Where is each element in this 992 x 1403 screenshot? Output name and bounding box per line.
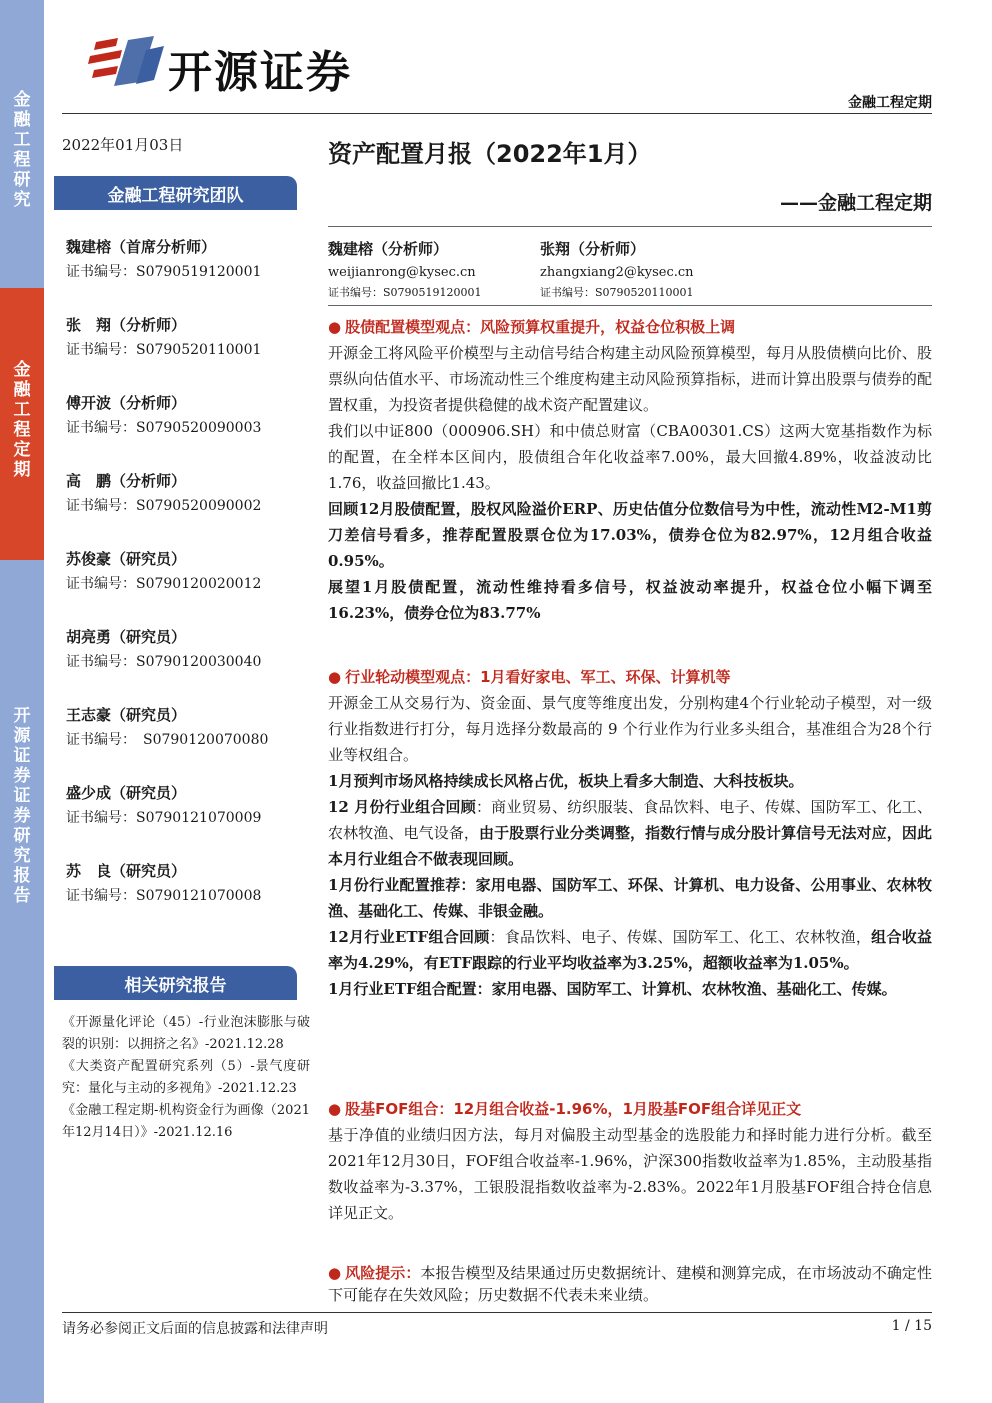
member-cert: 证书编号：S0790120020012 [66,576,262,592]
header-divider [62,113,932,114]
footer-disclaimer: 请务必参阅正文后面的信息披露和法律声明 [62,1321,328,1337]
member-name: 苏 良（研究员） [66,862,187,880]
page-number: 1 / 15 [891,1318,932,1334]
member-name: 高 鹏（分析师） [66,472,187,490]
team-member [66,314,306,392]
member-cert: 证书编号：S0790520090003 [66,420,262,436]
paragraph: 我们以中证800（000906.SH）和中债总财富（CBA00301.CS）这两大宽基指数作为标的配置，在全样本区间内，股债组合年化收益率7.00%，最大回撤4.89%，收益波动比1.76，收益回撤比1.43。 [328,422,932,492]
side-strip [0,0,44,1403]
author-block [328,238,482,302]
member-name: 王志豪（研究员） [66,706,187,724]
paragraph: 1月预判市场风格持续成长风格占优，板块上看多大制造、大科技板块。 [328,772,804,790]
authors-top-divider [328,226,932,227]
team-member [66,626,306,704]
paragraph: 开源金工从交易行为、资金面、景气度等维度出发，分别构建4个行业轮动子模型，对一级行业指数进行打分，每月选择分数最高的 9 个行业作为行业多头组合，基准组合为28个行业等权组合。 [328,694,932,764]
member-cert: 证书编号：S0790120030040 [66,654,262,670]
related-report-link[interactable]: 《金融工程定期-机构资金行为画像（2021年12月14日）》-2021.12.16 [62,1103,310,1140]
member-name: 魏建榕（首席分析师） [66,238,217,256]
paragraph: 基于净值的业绩归因方法，每月对偏股主动型基金的选股能力和择时能力进行分析。截至2021年12月30日，FOF组合收益率-1.96%，沪深300指数收益率为1.85%，主动股基指数收益率为-3.37%，工银股混指数收益率为-2.83%。2022年1月股基FOF组合持仓信息详见正文。 [328,1126,932,1222]
author-email[interactable]: weijianrong@kysec.cn [328,265,476,280]
related-report-link[interactable]: 《大类资产配置研究系列（5）-景气度研究：量化与主动的多视角》-2021.12.23 [62,1059,310,1096]
member-cert: 证书编号： S0790120070080 [66,732,269,748]
section-industry-rotation [328,664,932,1002]
related-reports-list [62,1012,310,1144]
paragraph: 12 月份行业组合回顾：商业贸易、纺织服装、食品饮料、电子、传媒、国防军工、化工、农林牧渔、电气设备，由于股票行业分类调整，指数行情与成分股计算信号无法对应，因此本月行业组合不做表现回顾。 [328,798,932,868]
section-fof-portfolio [328,1096,932,1226]
member-cert: 证书编号：S0790520090002 [66,498,262,514]
footer-divider [62,1312,932,1313]
paragraph: 1月行业ETF组合配置：家用电器、国防军工、计算机、农林牧渔、基础化工、传媒。 [328,980,897,998]
team-member [66,392,306,470]
bullet-icon: ● [328,1100,342,1118]
strip-segment-research: 金融工程研究 [0,0,44,288]
strip-segment-brand: 开源证券 证券研究报告 [0,560,44,1403]
team-member [66,548,306,626]
paragraph: 展望1月股债配置，流动性维持看多信号，权益波动率提升，权益仓位小幅下调至16.23%，债券仓位为83.77% [328,578,932,622]
author-name: 魏建榕（分析师） [328,240,449,258]
member-cert: 证书编号：S0790121070008 [66,888,262,904]
member-name: 张 翔（分析师） [66,316,187,334]
bullet-icon: ● [328,318,342,336]
team-member [66,470,306,548]
report-date: 2022年01月03日 [62,136,184,154]
team-member [66,704,306,782]
member-cert: 证书编号：S0790121070009 [66,810,262,826]
team-member [66,782,306,860]
member-name: 胡亮勇（研究员） [66,628,187,646]
member-name: 傅开波（分析师） [66,394,187,412]
team-member [66,236,306,314]
team-list [66,236,306,938]
member-cert: 证书编号：S0790519120001 [66,264,262,280]
author-block [540,238,694,302]
member-name: 盛少成（研究员） [66,784,187,802]
section-asset-allocation [328,314,932,626]
team-member [66,860,306,938]
author-name: 张翔（分析师） [540,240,646,258]
header-category: 金融工程定期 [848,95,932,111]
member-name: 苏俊豪（研究员） [66,550,187,568]
paragraph: 开源金工将风险平价模型与主动信号结合构建主动风险预算模型，每月从股债横向比价、股票纵向估值水平、市场流动性三个维度构建主动风险预算指标，进而计算出股票与债券的配置权重，为投资者提供稳健的战术资产配置建议。 [328,344,932,414]
related-reports-banner: 相关研究报告 [54,966,297,1000]
section-risk-warning [328,1262,932,1306]
report-subtitle: ——金融工程定期 [779,192,932,214]
strip-segment-periodic: 金融工程定期 [0,288,44,560]
team-banner: 金融工程研究团队 [54,176,297,210]
brand-name: 开源证券 [168,47,352,98]
section-heading: ● 股债配置模型观点：风险预算权重提升，权益仓位积极上调 [328,318,736,336]
report-title: 资产配置月报（2022年1月） [328,140,652,168]
author-cert: 证书编号：S0790520110001 [540,286,694,299]
author-cert: 证书编号：S0790519120001 [328,286,482,299]
paragraph: ● 风险提示：本报告模型及结果通过历史数据统计、建模和测算完成，在市场波动不确定性下可能存在失效风险；历史数据不代表未来业绩。 [328,1264,932,1304]
author-email[interactable]: zhangxiang2@kysec.cn [540,265,694,280]
member-cert: 证书编号：S0790520110001 [66,342,262,358]
section-heading: ● 股基FOF组合：12月组合收益-1.96%，1月股基FOF组合详见正文 [328,1100,802,1118]
paragraph: 12月行业ETF组合回顾：食品饮料、电子、传媒、国防军工、化工、农林牧渔，组合收益率为4.29%，有ETF跟踪的行业平均收益率为3.25%，超额收益率为1.05%。 [328,928,932,972]
section-heading: ● 行业轮动模型观点：1月看好家电、军工、环保、计算机等 [328,668,731,686]
bullet-icon: ● [328,668,342,686]
paragraph: 1月份行业配置推荐：家用电器、国防军工、环保、计算机、电力设备、公用事业、农林牧渔、基础化工、传媒、非银金融。 [328,876,932,920]
related-report-link[interactable]: 《开源量化评论（45）-行业泡沫膨胀与破裂的识别：以拥挤之名》-2021.12.28 [62,1015,310,1052]
paragraph: 回顾12月股债配置，股权风险溢价ERP、历史估值分位数信号为中性，流动性M2-M1剪刀差信号看多，推荐配置股票仓位为17.03%，债券仓位为82.97%，12月组合收益0.95%。 [328,500,932,570]
bullet-icon: ● [328,1264,342,1282]
authors-bottom-divider [328,305,932,306]
